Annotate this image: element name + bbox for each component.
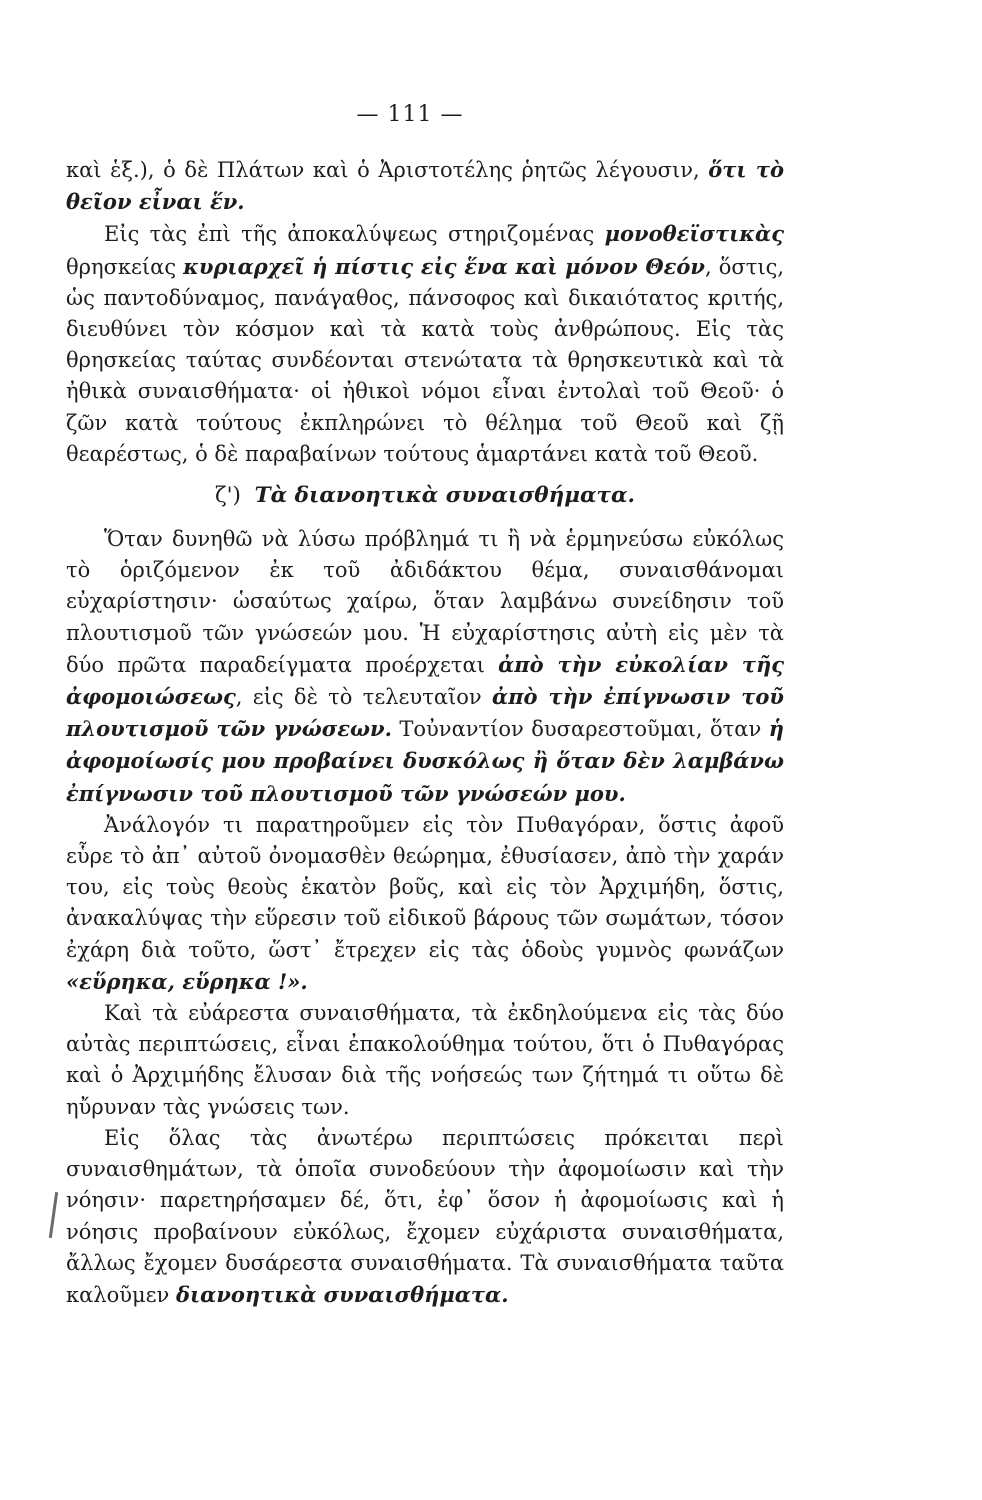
text-run: Καὶ τὰ εὐάρεστα συναισθήματα, τὰ ἐκδηλούμενα εἰς τὰς δύο αὐτὰς περιπτώσεις, εἶναι ἐπακολούθημα τούτου, ὅτι ὁ Πυθαγόρας καὶ ὁ Ἀρχιμήδης ἔλυσαν διὰ τῆς νοήσεώς των ζήτημά τι οὕτω δὲ ηὔρυναν τὰς γνώσεις των. xyxy=(66,1001,784,1119)
paragraph xyxy=(66,218,784,470)
emphasis: ἀπὸ τὴν ἐπίγνωσιν τοῦ πλουτισμοῦ τῶν γνώσεων. xyxy=(66,684,784,742)
emphasis: ἀπὸ τὴν εὐκολίαν τῆς ἀφομοιώσεως xyxy=(66,651,785,710)
text-run: , ὅστις, ὡς παντοδύναμος, πανάγαθος, πάνσοφος καὶ δικαιότατος κριτής, διευθύνει τὸν κόσμον καὶ τὰ κατὰ τοὺς ἀνθρώπους. Εἰς τὰς θρησκείας ταύτας συνδέονται στενώτατα τὰ θρησκευτικὰ καὶ τὰ ἠθικὰ συναισθήματα· οἱ ἠθικοὶ νόμοι εἶναι ἐντολαὶ τοῦ Θεοῦ· ὁ ζῶν κατὰ τούτους ἐκπληρώνει τὸ θέλημα τοῦ Θεοῦ καὶ ζῇ θεαρέστως, ὁ δὲ παραβαίνων τούτους ἁμαρτάνει κατὰ τοῦ Θεοῦ. xyxy=(66,254,785,466)
page-number: — 111 — xyxy=(356,102,464,127)
pencil-mark xyxy=(49,1192,58,1238)
paragraph xyxy=(66,810,784,998)
text-run: Εἰς ὅλας τὰς ἀνωτέρω περιπτώσεις πρόκειται περὶ συναισθημάτων, τὰ ὁποῖα συνοδεύουν τὴν ἀφομοίωσιν καὶ τὴν νόησιν· παρετηρήσαμεν δέ, ὅτι, ἐφ᾿ ὅσον ἡ ἀφομοίωσις καὶ ἡ νόησις προβαίνουν εὐκόλως, ἔχομεν εὐχάριστα συναισθήματα, ἄλλως ἔχομεν δυσάρεστα συναισθήματα. Τὰ συναισθήματα ταῦτα καλοῦμεν xyxy=(66,1125,784,1307)
body-text xyxy=(66,154,784,1311)
section-title: Τὰ διανοητικὰ συναισθήματα. xyxy=(254,483,636,509)
emphasis: κυριαρχεῖ ἡ πίστις εἰς ἕνα καὶ μόνον Θεόν xyxy=(183,253,706,279)
emphasis: ὅτι τὸ θεῖον εἶναι ἕν. xyxy=(66,157,784,215)
paragraph xyxy=(66,524,784,810)
text-run: Ὅταν δυνηθῶ νὰ λύσω πρόβλημά τι ἢ νὰ ἑρμηνεύσω εὐκόλως τὸ ὁριζόμενον ἐκ τοῦ ἀδιδάκτου θέμα, συναισθάνομαι εὐχαρίστησιν· ὡσαύτως χαίρω, ὅταν λαμβάνω συνείδησιν τοῦ πλουτισμοῦ τῶν γνώσεών μου. Ἡ εὐχαρίστησις αὐτὴ εἰς μὲν τὰ δύο πρῶτα παραδείγματα προέρχεται xyxy=(66,527,784,677)
text-run: Εἰς τὰς ἐπὶ τῆς ἀποκαλύψεως στηριζομένας xyxy=(104,222,605,247)
text-run: , εἰς δὲ τὸ τελευταῖον xyxy=(235,685,492,710)
text-run: Τοὐναντίον δυσαρεστοῦμαι, ὅταν xyxy=(391,717,769,742)
text-run: θρησκείας xyxy=(66,254,184,279)
section-heading xyxy=(66,478,784,514)
emphasis: διανοητικὰ συναισθήματα. xyxy=(176,1281,509,1307)
text-run: καὶ ἑξ.), ὁ δὲ Πλάτων καὶ ὁ Ἀριστοτέλης ῥητῶς λέγουσιν, xyxy=(66,158,709,182)
emphasis: ἡ ἀφομοίωσίς μου προβαίνει δυσκόλως ἢ ὅταν δὲν λαμβάνω ἐπίγνωσιν τοῦ πλουτισμοῦ τῶν γνώσεών μου. xyxy=(66,716,784,806)
emphasis: «εὕρηκα, εὕρηκα !». xyxy=(66,968,308,994)
paragraph xyxy=(66,154,784,218)
section-number: ζ') xyxy=(214,483,241,509)
text-run: Ἀνάλογόν τι παρατηροῦμεν εἰς τὸν Πυθαγόραν, ὅστις ἀφοῦ εὗρε τὸ ἀπ᾿ αὐτοῦ ὀνομασθὲν θεώρημα, ἐθυσίασεν, ἀπὸ τὴν χαράν του, εἰς τοὺς θεοὺς ἑκατὸν βοῦς, καὶ εἰς τὸν Ἀρχιμήδη, ὅστις, ἀνακαλύψας τὴν εὕρεσιν τοῦ εἰδικοῦ βάρους τῶν σωμάτων, τόσον ἐχάρη διὰ τοῦτο, ὥστ᾿ ἔτρεχεν εἰς τὰς ὁδοὺς γυμνὸς φωνάζων xyxy=(66,812,784,962)
paragraph xyxy=(66,998,784,1123)
paragraph xyxy=(66,1123,784,1311)
emphasis: μονοθεϊστικὰς xyxy=(604,221,784,247)
